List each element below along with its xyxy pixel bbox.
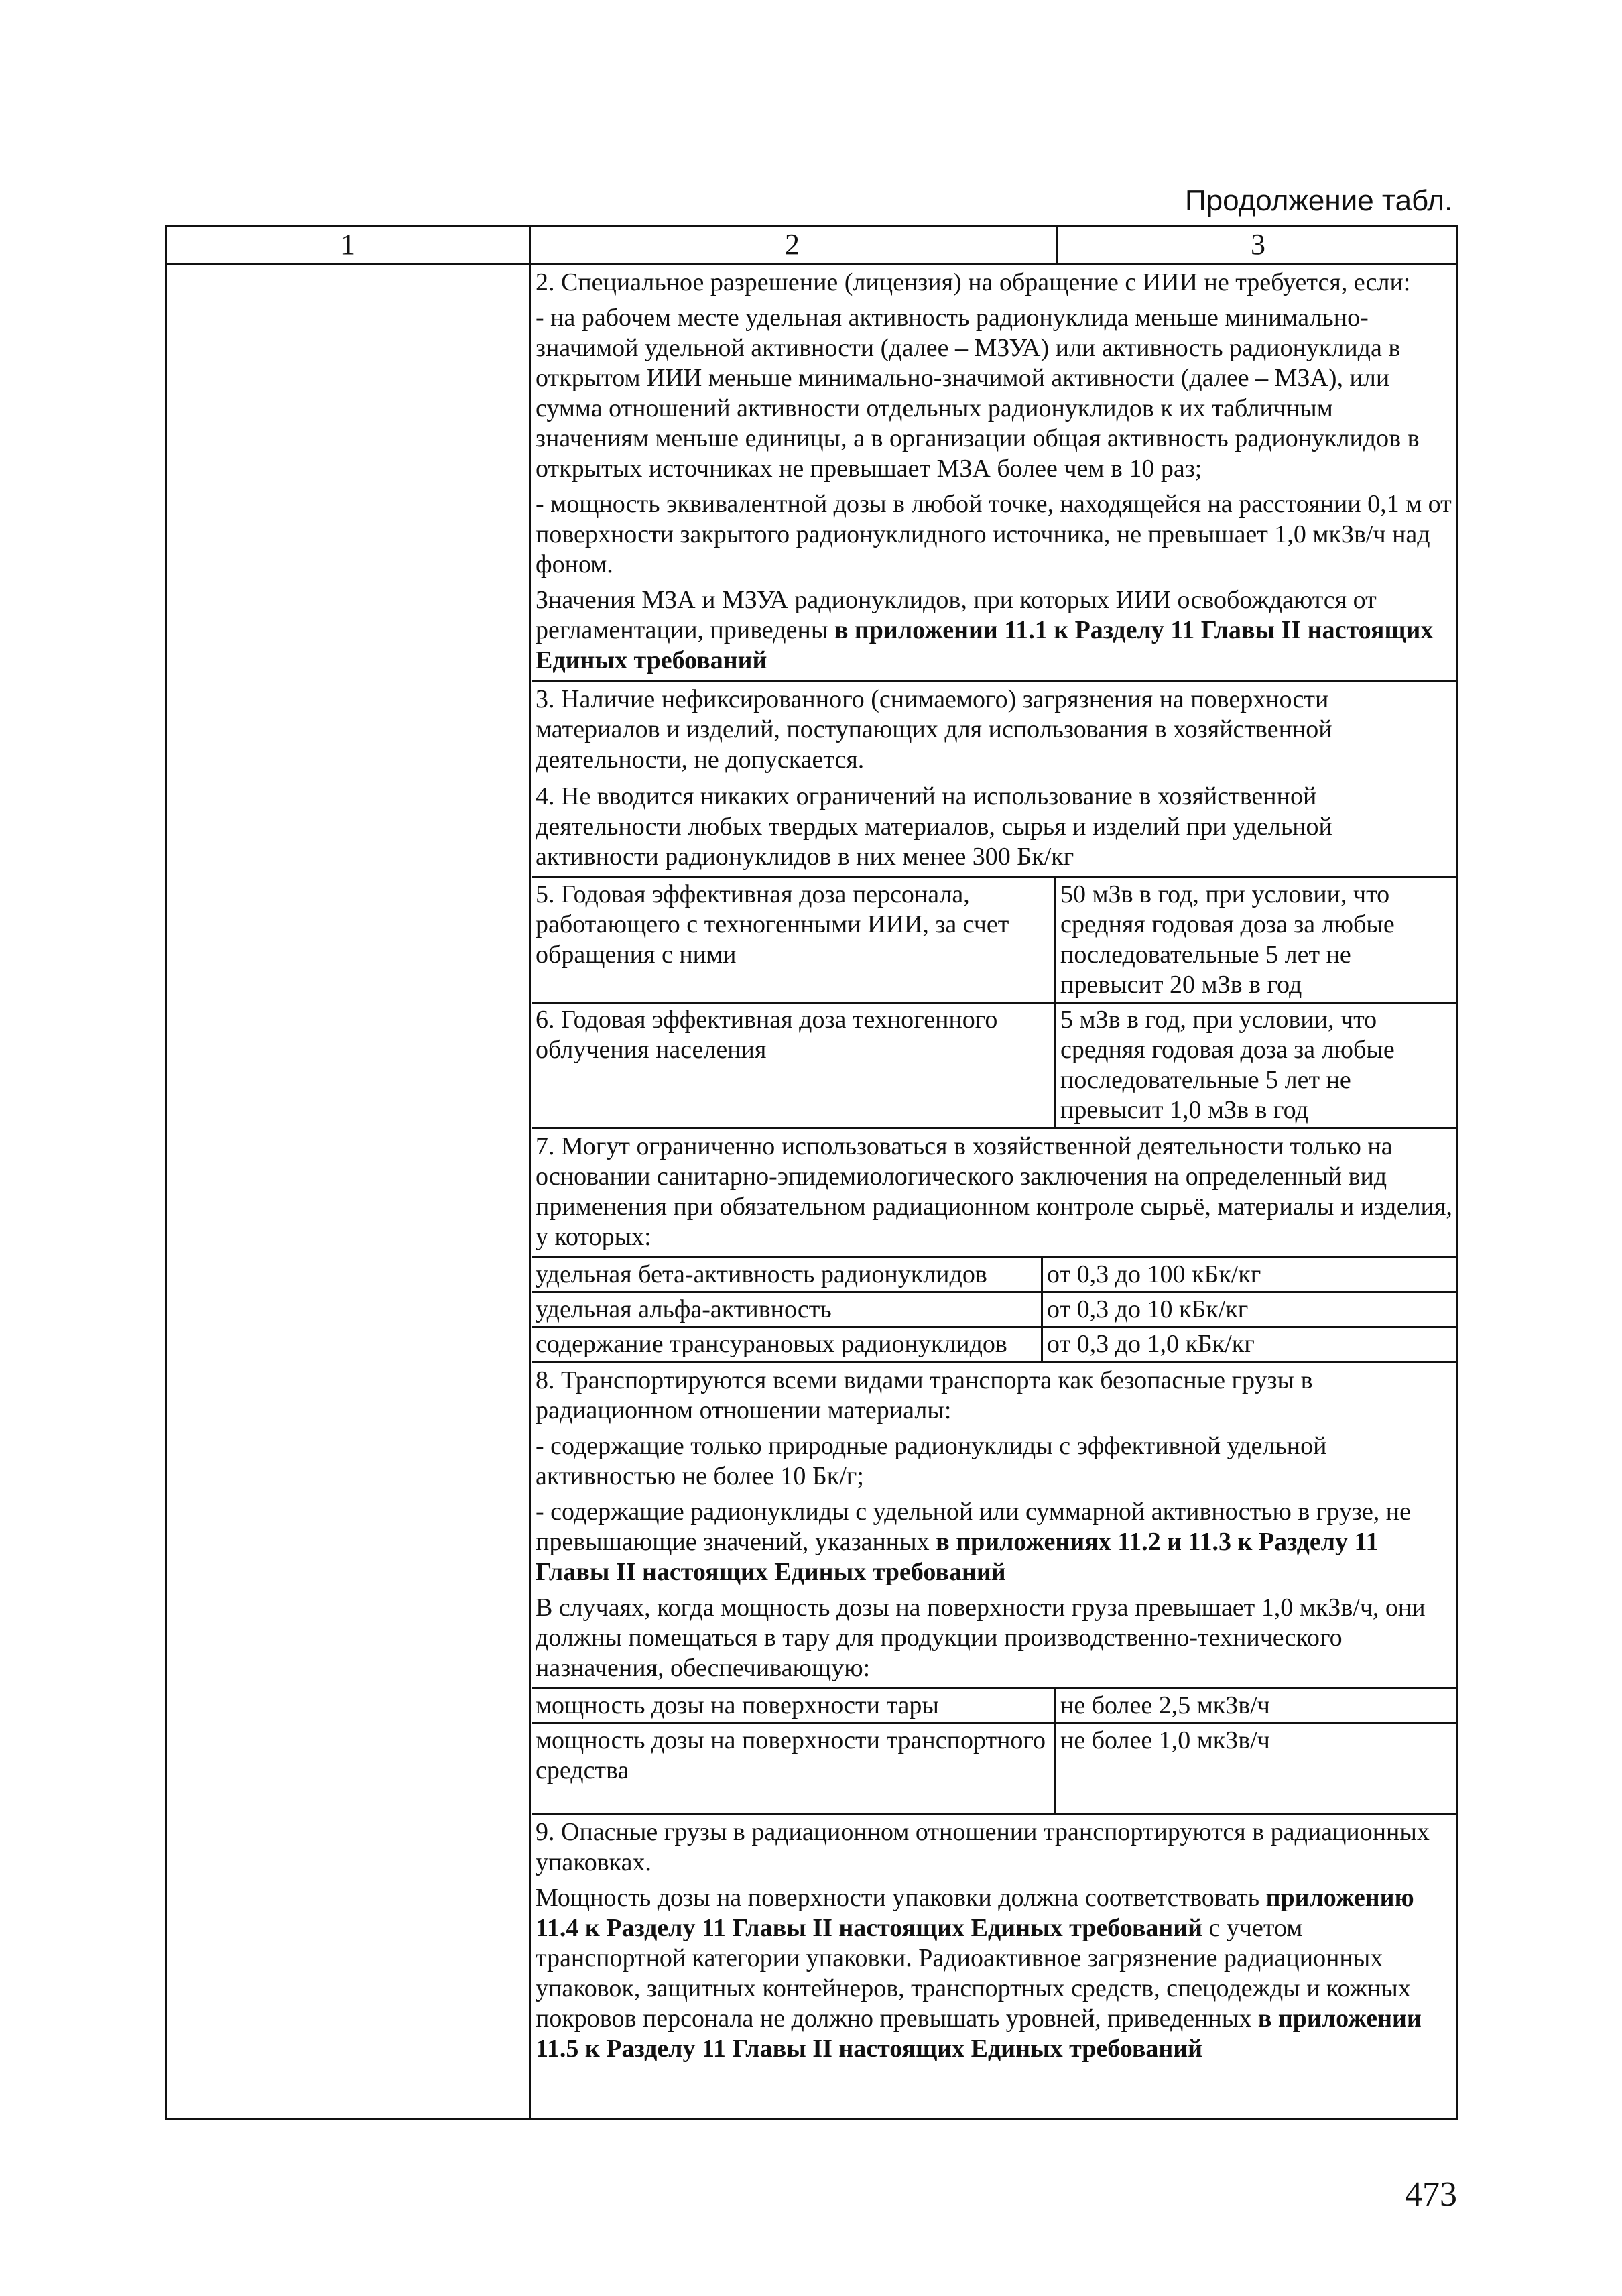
item-8-row-value: не более 1,0 мкЗв/ч xyxy=(1060,1726,1270,1754)
item-5 xyxy=(532,878,1456,1004)
content-column xyxy=(532,265,1456,2068)
item-6-value: 5 мЗв в год, при условии, что средняя годовая доза за любые последовательные 5 лет не превысит 1,0 мЗв в год xyxy=(1060,1006,1395,1124)
column-divider xyxy=(529,227,531,2118)
appendix-ref-11-5: в приложении 11.5 к Разделу 11 Главы II настоящих Единых требований xyxy=(536,2004,1422,2063)
item-8-row xyxy=(532,1689,1456,1724)
item-9 xyxy=(532,1815,1456,2068)
item-8-condition-1: - содержащие только природные радионуклиды с эффективной удельной активностью не более 10 Бк/г; xyxy=(536,1432,1327,1490)
item-2-condition-2: - мощность эквивалентной дозы в любой точке, находящейся на расстоянии 0,1 м от поверхности закрытого радионуклидного источника, не превышает 1,0 мкЗв/ч над фоном. xyxy=(536,490,1452,579)
continuation-label: Продолжение табл. xyxy=(1185,184,1453,217)
item-8 xyxy=(532,1363,1456,1689)
item-7-row xyxy=(532,1293,1456,1328)
item-7: 7. Могут ограниченно использоваться в хозяйственной деятельности только на основании санитарно-эпидемиологического заключения на определенный вид применения при обязательном радиационном контроле сырьё, материалы и изделия, у которых: xyxy=(532,1129,1456,1258)
item-2-condition-1: - на рабочем месте удельная активность радионуклида меньше минимально-значимой удельной активности (далее – МЗУА) или активность радионуклида в открытом ИИИ меньше минимально-значимой активности (далее – МЗА), или сумма отношений активности отдельных радионуклидов к их табличным значениям меньше единицы, а в организации общая активность радионуклидов в открытых источниках не превышает МЗА более чем в 10 раз; xyxy=(536,304,1420,483)
item-2 xyxy=(532,265,1456,682)
item-6 xyxy=(532,1004,1456,1129)
item-7-row-label: удельная альфа-активность xyxy=(532,1293,1043,1326)
item-5-value: 50 мЗв в год, при условии, что средняя годовая доза за любые последовательные 5 лет не превысит 20 мЗв в год xyxy=(1060,880,1395,999)
item-4: 4. Не вводится никаких ограничений на использование в хозяйственной деятельности любых твердых материалов, сырья и изделий при удельной активности радионуклидов в них менее 300 Бк/кг xyxy=(532,779,1456,878)
item-8-condition-2: - содержащие радионуклиды с удельной или суммарной активностью в грузе, не превышающие значений, указанных в приложениях 11.2 и 11.3 к Разделу 11 Главы II настоящих Единых требований xyxy=(536,1498,1412,1586)
item-7-row-label: удельная бета-активность радионуклидов xyxy=(532,1258,1043,1291)
item-8-note: В случаях, когда мощность дозы на поверхности груза превышает 1,0 мкЗв/ч, они должны помещаться в тару для продукции производственно-технического назначения, обеспечивающую: xyxy=(536,1593,1426,1682)
item-6-label: 6. Годовая эффективная доза техногенного облучения населения xyxy=(532,1004,1056,1127)
item-7-row-value: от 0,3 до 100 кБк/кг xyxy=(1047,1260,1261,1288)
header-col-2: 2 xyxy=(785,228,800,261)
item-2-note: Значения МЗА и МЗУА радионуклидов, при которых ИИИ освобождаются от регламентации, приведены в приложении 11.1 к Разделу 11 Главы II настоящих Единых требований xyxy=(536,586,1434,674)
item-8-intro: 8. Транспортируются всеми видами транспорта как безопасные грузы в радиационном отношении материалы: xyxy=(536,1366,1313,1425)
item-8-row-value: не более 2,5 мкЗв/ч xyxy=(1060,1691,1270,1719)
item-8-row-label: мощность дозы на поверхности тары xyxy=(532,1689,1056,1722)
item-8-row xyxy=(532,1724,1456,1815)
page-number: 473 xyxy=(1405,2175,1457,2214)
item-9-text: Мощность дозы на поверхности упаковки должна соответствовать приложению 11.4 к Разделу 11 Главы II настоящих Единых требований с учетом транспортной категории упаковки. Радиоактивное загрязнение радиационных упаковок, защитных контейнеров, транспортных средств, спецодежды и кожных покровов персонала не должно превышать уровней, приведенных в приложении 11.5 к Разделу 11 Главы II настоящих Единых требований xyxy=(536,1884,1422,2063)
header-col-2-3 xyxy=(531,227,1456,265)
item-7-row xyxy=(532,1328,1456,1363)
appendix-ref-11-1: в приложении 11.1 к Разделу 11 Главы II настоящих Единых требований xyxy=(536,616,1434,674)
header-col-1: 1 xyxy=(167,227,529,265)
item-7-row-value: от 0,3 до 10 кБк/кг xyxy=(1047,1295,1249,1323)
item-7-row xyxy=(532,1258,1456,1293)
item-5-label: 5. Годовая эффективная доза персонала, работающего с техногенными ИИИ, за счет обращения с ними xyxy=(532,878,1056,1002)
item-3: 3. Наличие нефиксированного (снимаемого) загрязнения на поверхности материалов и изделий, поступающих для использования в хозяйственной деятельности, не допускается. xyxy=(536,685,1332,774)
item-9-intro: 9. Опасные грузы в радиационном отношении транспортируются в радиационных упаковках. xyxy=(536,1818,1430,1876)
regulation-table xyxy=(165,225,1458,2120)
appendix-ref-11-4: приложению 11.4 к Разделу 11 Главы II настоящих Единых требований xyxy=(536,1884,1414,1942)
appendix-ref-11-2-11-3: в приложениях 11.2 и 11.3 к Разделу 11 Главы II настоящих Единых требований xyxy=(536,1528,1379,1586)
item-7-row-label: содержание трансурановых радионуклидов xyxy=(532,1328,1043,1361)
item-7-row-value: от 0,3 до 1,0 кБк/кг xyxy=(1047,1330,1255,1358)
header-col-3: 3 xyxy=(1056,227,1458,263)
item-2-intro: 2. Специальное разрешение (лицензия) на обращение с ИИИ не требуется, если: xyxy=(536,268,1411,296)
item-8-row-label: мощность дозы на поверхности транспортного средства xyxy=(532,1724,1056,1813)
